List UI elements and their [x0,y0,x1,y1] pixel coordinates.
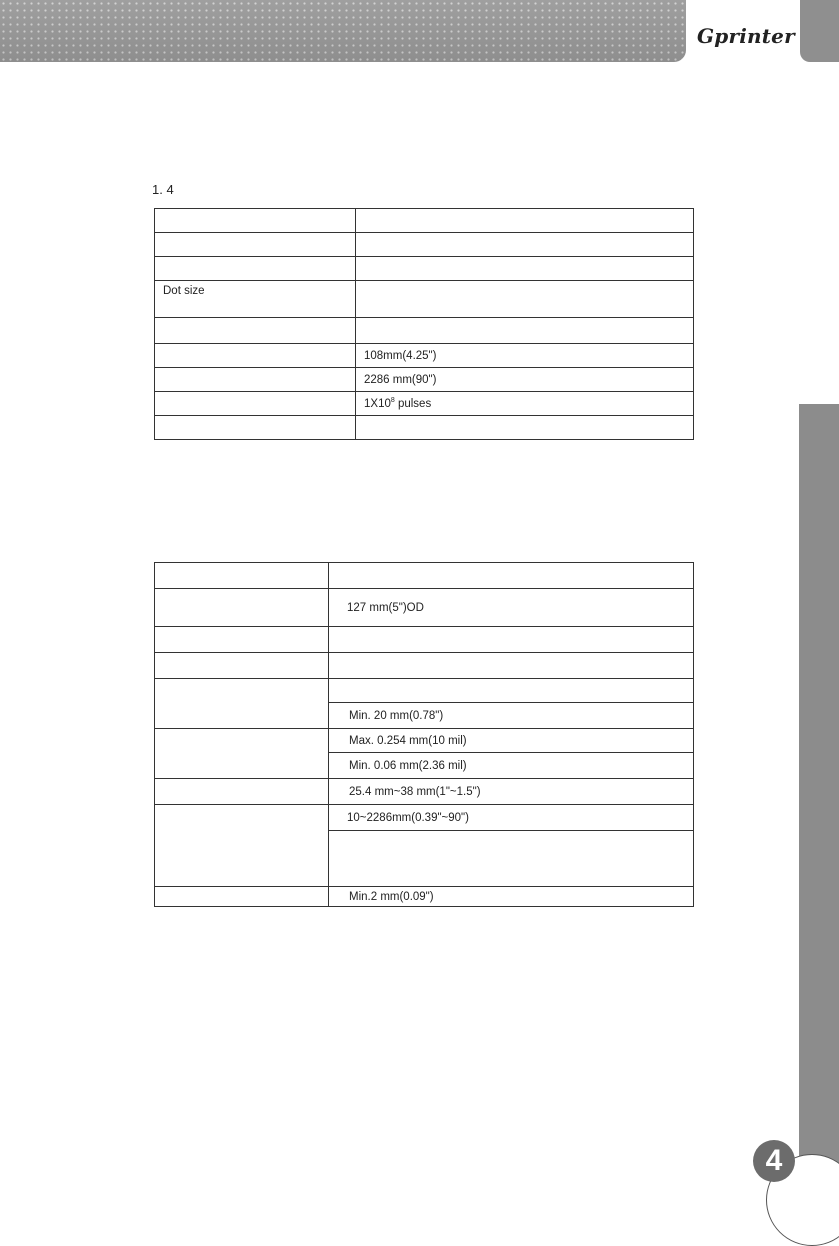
row-label [155,209,356,233]
paper-spec-table [154,562,694,907]
row-label: Dot size [155,281,356,318]
table-row [155,653,694,679]
table-row [155,627,694,653]
table-row [155,368,694,392]
table-row [155,209,694,233]
row-value [329,831,694,887]
row-label [155,679,329,729]
row-value: Min. 20 mm(0.78") [329,703,694,729]
row-label [155,805,329,887]
row-value: 25.4 mm~38 mm(1"~1.5") [329,779,694,805]
gprinter-logo: Gprinter [697,24,795,48]
table-row [155,257,694,281]
row-label [155,344,356,368]
side-thumb-bar [799,404,839,1225]
table-row [155,779,694,805]
row-value [356,209,694,233]
row-value: 2286 mm(90") [356,368,694,392]
table-row [155,729,694,753]
table-row [155,416,694,440]
row-label [155,257,356,281]
table-row [155,805,694,831]
row-value: 108mm(4.25") [356,344,694,368]
row-label [155,627,329,653]
row-label [155,589,329,627]
row-value [356,392,694,416]
row-value: Min. 0.06 mm(2.36 mil) [329,753,694,779]
row-value: Max. 0.254 mm(10 mil) [329,729,694,753]
row-value [356,416,694,440]
row-value: 127 mm(5")OD [329,589,694,627]
header-corner-tab [800,0,839,62]
section-number: 1. 4 [152,182,174,197]
table-row [155,281,694,318]
print-spec-table [154,208,694,440]
row-label [155,318,356,344]
table-row [155,318,694,344]
row-value: Min.2 mm(0.09") [329,887,694,907]
row-value [329,563,694,589]
row-value [329,679,694,703]
table-row [155,887,694,907]
row-value [329,653,694,679]
table-row [155,344,694,368]
row-label [155,887,329,907]
row-label [155,563,329,589]
row-value [329,627,694,653]
row-value [356,257,694,281]
table-row [155,563,694,589]
row-label [155,729,329,779]
row-label [155,392,356,416]
table-row [155,679,694,703]
row-label [155,233,356,257]
table-row [155,589,694,627]
table-row [155,233,694,257]
row-label [155,653,329,679]
row-value [356,281,694,318]
row-value [356,318,694,344]
value-base: 1X10 [364,397,391,410]
row-label [155,779,329,805]
header-shade [0,0,686,62]
table-row [155,392,694,416]
value-unit: pulses [394,397,432,410]
value-exponent: 8 [390,396,395,404]
page-number: 4 [753,1140,795,1182]
row-value: 10~2286mm(0.39"~90") [329,805,694,831]
row-label [155,416,356,440]
row-label [155,368,356,392]
row-value [356,233,694,257]
